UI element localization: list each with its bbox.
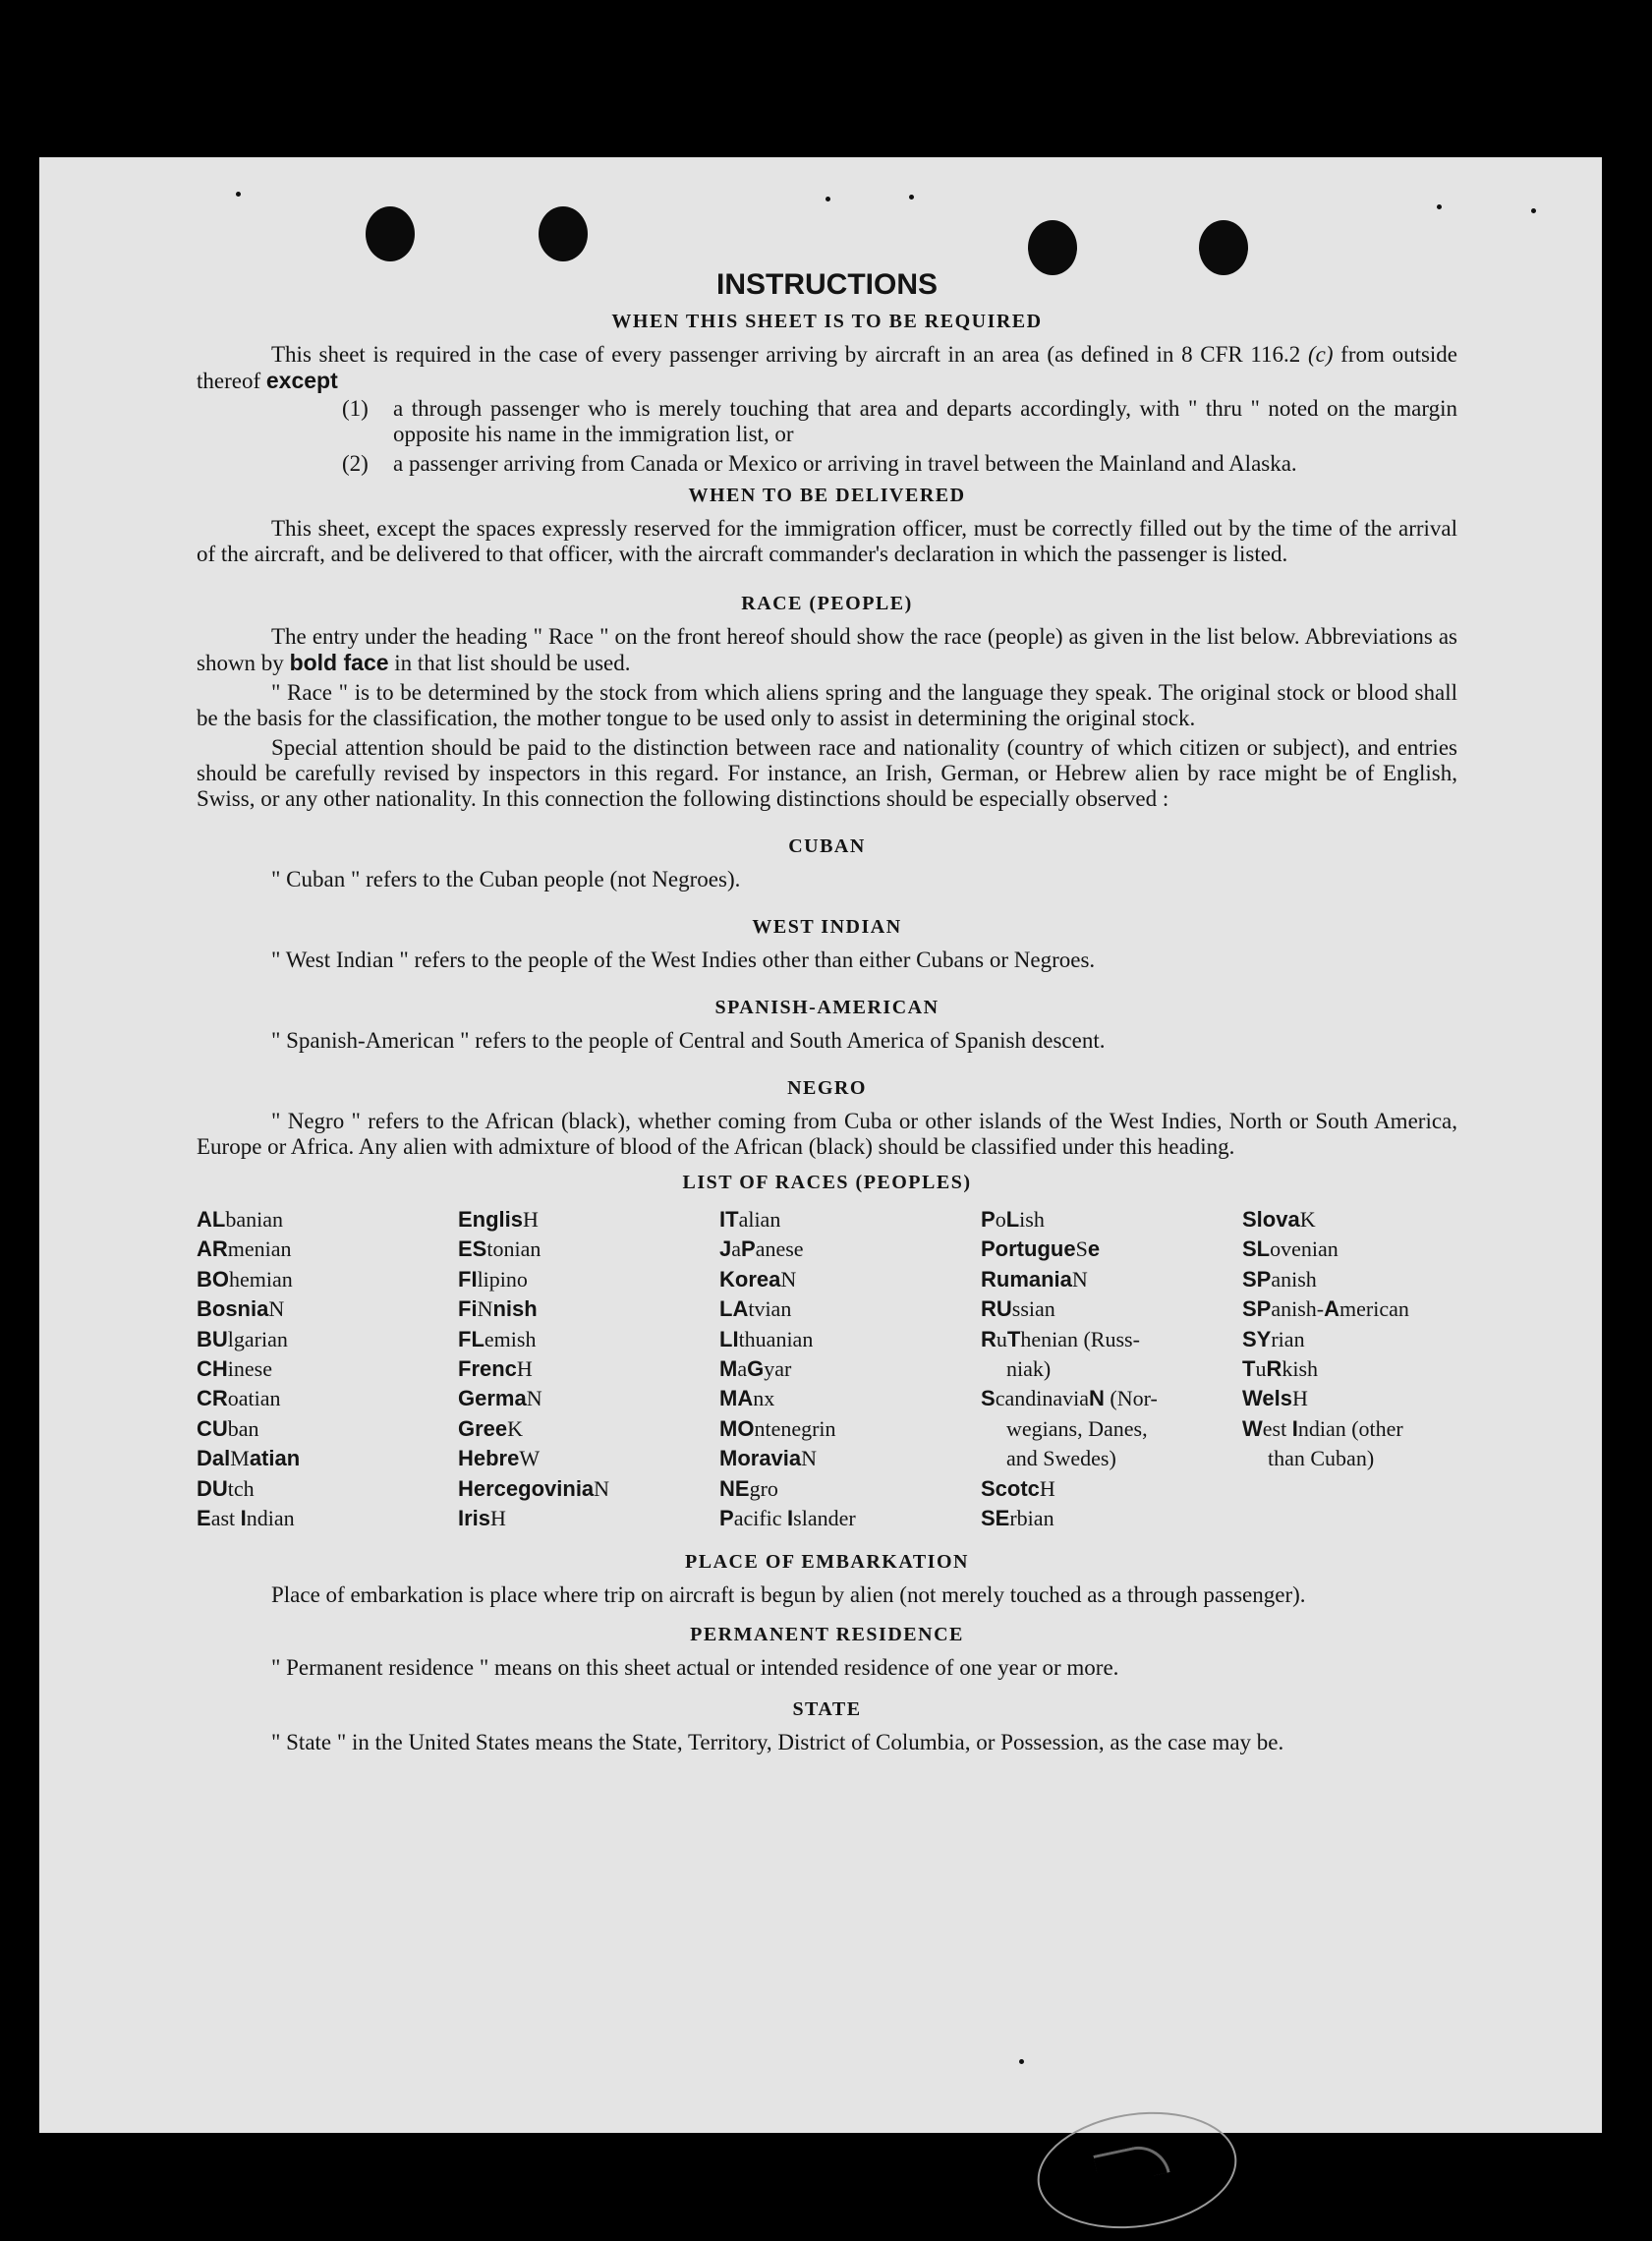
heading-west-indian: WEST INDIAN: [752, 916, 902, 938]
race-abbreviation: SE: [981, 1506, 1010, 1531]
race-entry: [981, 1474, 1242, 1504]
race-abbreviation: I: [787, 1506, 794, 1531]
race-name-part: o: [995, 1207, 1006, 1232]
race-abbreviation: E: [197, 1506, 211, 1531]
race-name-part: anish: [1271, 1266, 1317, 1292]
race-name-part: H: [490, 1506, 506, 1531]
negro-text: " Negro " refers to the African (black), whether coming from Cuba or other islands of the West Indies, North or South America, Europe or Africa. Any alien with admixture of blood of the African (black) should be classified under this heading.: [197, 1109, 1457, 1159]
race-name-part: rian: [1271, 1326, 1305, 1351]
race-name-part: N: [268, 1296, 285, 1322]
race-abbreviation: T: [1242, 1356, 1256, 1382]
race-abbreviation: Moravia: [719, 1446, 802, 1471]
required-intro-clause: (c): [1307, 342, 1334, 367]
race-column: [197, 1205, 458, 1533]
race-abbreviation: atian: [249, 1446, 301, 1471]
race-abbreviation: P: [719, 1506, 734, 1531]
race-abbreviation: Bosnia: [197, 1296, 269, 1322]
race-name-part: tonian: [486, 1236, 541, 1262]
speck: [1019, 2059, 1024, 2064]
race-paragraph-1-bold: bold face: [289, 650, 389, 675]
race-name-part: S: [1075, 1236, 1088, 1262]
race-name-part: merican: [1339, 1296, 1409, 1322]
race-abbreviation: Germa: [458, 1386, 527, 1411]
heading-list-of-races: LIST OF RACES (PEOPLES): [682, 1172, 972, 1193]
required-intro: [197, 342, 1457, 394]
speck: [909, 195, 914, 200]
race-name-part: K: [507, 1415, 524, 1441]
race-abbreviation: M: [719, 1356, 738, 1382]
heading-negro: NEGRO: [787, 1077, 867, 1099]
speck: [1531, 208, 1536, 213]
race-abbreviation: nish: [492, 1296, 538, 1322]
race-entry: [719, 1384, 981, 1413]
race-abbreviation: Frenc: [458, 1356, 517, 1382]
race-name-part: ssian: [1011, 1296, 1055, 1322]
race-entry-continuation: wegians, Danes,: [1006, 1415, 1148, 1441]
race-entry: [458, 1205, 719, 1235]
race-entry: [981, 1294, 1242, 1324]
race-entry: [981, 1205, 1242, 1235]
exception-item: [342, 396, 1457, 447]
heading-state: STATE: [792, 1698, 862, 1721]
race-entry: [1242, 1325, 1457, 1354]
race-name-part: W: [519, 1446, 541, 1471]
exception-number: (2): [342, 451, 369, 476]
race-abbreviation: IT: [719, 1207, 739, 1232]
race-entry: [197, 1444, 458, 1473]
race-abbreviation: Gree: [458, 1415, 508, 1441]
race-entry: [719, 1265, 981, 1294]
race-abbreviation: I: [1291, 1415, 1298, 1441]
race-entry: [197, 1354, 458, 1384]
race-abbreviation: NE: [719, 1475, 750, 1501]
race-name-part: inese: [227, 1356, 272, 1382]
race-abbreviation: Iris: [458, 1506, 491, 1531]
race-abbreviation: BU: [197, 1326, 228, 1351]
race-abbreviation: CU: [197, 1415, 228, 1441]
race-abbreviation: BO: [197, 1266, 229, 1292]
race-name-part: a: [731, 1236, 742, 1262]
race-name-part: kish: [1282, 1356, 1319, 1382]
race-abbreviation: Slova: [1242, 1207, 1300, 1232]
race-entry: [458, 1444, 719, 1473]
race-abbreviation: CH: [197, 1356, 228, 1382]
race-name-part: banian: [225, 1207, 283, 1232]
race-abbreviation: e: [1087, 1236, 1101, 1262]
race-name-part: alian: [738, 1207, 781, 1232]
race-abbreviation: RU: [981, 1296, 1012, 1322]
race-entry: [197, 1235, 458, 1264]
race-name-part: ast: [210, 1506, 241, 1531]
race-abbreviation: DU: [197, 1475, 228, 1501]
race-name-part: gro: [749, 1475, 778, 1501]
speck: [1437, 204, 1442, 209]
race-entry: [458, 1235, 719, 1264]
race-abbreviation: FL: [458, 1326, 484, 1351]
heading-spanish-american: SPANISH-AMERICAN: [714, 997, 940, 1018]
race-name-part: slander: [793, 1506, 856, 1531]
race-paragraph-1-text: The entry under the heading " Race " on the front hereof should show the race (people) as given in the list below. Abbreviations as shown by: [197, 624, 1457, 675]
race-name-part: menian: [227, 1236, 292, 1262]
race-name-part: H: [516, 1356, 533, 1382]
race-name-part: oatian: [227, 1386, 281, 1411]
race-name-part: nx: [753, 1386, 775, 1411]
race-abbreviation: AL: [197, 1207, 226, 1232]
required-intro-text: This sheet is required in the case of every passenger arriving by aircraft in an area (as defined in 8 CFR 116.2: [271, 342, 1308, 367]
race-entry: [458, 1354, 719, 1384]
race-entry: [458, 1384, 719, 1413]
race-entry: [458, 1265, 719, 1294]
race-column: [719, 1205, 981, 1533]
race-entry: [197, 1474, 458, 1504]
race-name-part: N: [594, 1475, 610, 1501]
race-name-part: tch: [227, 1475, 255, 1501]
race-paragraph-2: " Race " is to be determined by the stock from which aliens spring and the language they speak. The original stock or blood shall be the basis for the classification, the mother tongue to be used only to assist in determining the original stock.: [197, 680, 1457, 730]
race-name-part: ndian: [246, 1506, 295, 1531]
page-title: INSTRUCTIONS: [716, 268, 938, 301]
race-entry: [197, 1504, 458, 1533]
race-entry: [981, 1384, 1242, 1473]
residence-text: " Permanent residence " means on this sheet actual or intended residence of one year or more.: [271, 1655, 1119, 1681]
race-name-part: lipino: [477, 1266, 528, 1292]
race-abbreviation: I: [240, 1506, 247, 1531]
race-name-part: hemian: [229, 1266, 293, 1292]
race-entry-continuation: than Cuban): [1268, 1446, 1375, 1471]
race-column: [1242, 1205, 1457, 1533]
instructions-body: [197, 267, 1457, 1755]
race-name-part: N: [801, 1446, 818, 1471]
race-name-part: acific: [733, 1506, 788, 1531]
race-entry: [197, 1384, 458, 1413]
race-entry: [719, 1444, 981, 1473]
heading-cuban: CUBAN: [788, 835, 866, 857]
punch-hole: [366, 206, 415, 261]
race-entry: [197, 1294, 458, 1324]
race-name-part: N: [526, 1386, 542, 1411]
race-name-part: N: [1071, 1266, 1088, 1292]
race-entry: [981, 1504, 1242, 1533]
race-abbreviation: AR: [197, 1236, 228, 1262]
heading-when-required: WHEN THIS SHEET IS TO BE REQUIRED: [611, 311, 1043, 332]
race-abbreviation: CR: [197, 1386, 228, 1411]
race-abbreviation: Korea: [719, 1266, 781, 1292]
race-name-part: ntenegrin: [754, 1415, 836, 1441]
race-abbreviation: Dal: [197, 1446, 231, 1471]
race-abbreviation: L: [1005, 1207, 1020, 1232]
race-name-part: candinavia: [995, 1386, 1089, 1411]
race-abbreviation: J: [719, 1236, 732, 1262]
race-abbreviation: T: [1006, 1326, 1021, 1351]
race-paragraph-3: Special attention should be paid to the distinction between race and nationality (country of which citizen or subject), and entries should be carefully revised by inspectors in this regard. For instance, an Irish, German, or Hebrew alien by race might be of English, Swiss, or any other nationality. In this connection the following distinctions should be especially observed :: [197, 735, 1457, 811]
race-abbreviation: Englis: [458, 1207, 524, 1232]
race-name-part: ish: [1019, 1207, 1045, 1232]
race-entry: [1242, 1294, 1457, 1324]
race-abbreviation: MO: [719, 1415, 755, 1441]
race-name-part: H: [523, 1207, 539, 1232]
heading-permanent-residence: PERMANENT RESIDENCE: [690, 1624, 964, 1646]
race-abbreviation: SP: [1242, 1266, 1272, 1292]
race-abbreviation: Rumania: [981, 1266, 1072, 1292]
race-entry: [719, 1235, 981, 1264]
race-name-part: lgarian: [227, 1326, 288, 1351]
race-abbreviation: LA: [719, 1296, 749, 1322]
race-abbreviation: G: [747, 1356, 765, 1382]
race-name-part: H: [1039, 1475, 1055, 1501]
race-abbreviation: A: [1324, 1296, 1340, 1322]
race-entry: [1242, 1235, 1457, 1264]
race-name-part: rbian: [1009, 1506, 1054, 1531]
race-entry: [1242, 1414, 1457, 1474]
race-name-part: emish: [484, 1326, 537, 1351]
race-name-part: anese: [755, 1236, 804, 1262]
race-entry: [458, 1325, 719, 1354]
race-name-part: est: [1262, 1415, 1292, 1441]
race-list: [197, 1205, 1457, 1533]
race-name-part: thuanian: [738, 1326, 814, 1351]
race-abbreviation: Wels: [1242, 1386, 1292, 1411]
race-entry: [1242, 1265, 1457, 1294]
exception-item: [342, 451, 1457, 477]
delivered-text: This sheet, except the spaces expressly reserved for the immigration officer, must be correctly filled out by the time of the arrival of the aircraft, and be delivered to that officer, with the aircraft commander's declaration in which the passenger is listed.: [197, 516, 1457, 566]
race-paragraph-1: [197, 624, 1457, 676]
race-entry: [981, 1325, 1242, 1385]
speck: [236, 192, 241, 197]
race-entry: [719, 1354, 981, 1384]
race-entry: [197, 1265, 458, 1294]
embarkation-text: Place of embarkation is place where trip on aircraft is begun by alien (not merely touched as a through passenger).: [271, 1582, 1306, 1608]
speck: [826, 197, 830, 201]
race-abbreviation: FI: [458, 1266, 478, 1292]
race-entry: [981, 1235, 1242, 1264]
race-name-part: M: [230, 1446, 250, 1471]
document-page: [39, 157, 1602, 2133]
race-name-part: N: [780, 1266, 797, 1292]
race-abbreviation: R: [981, 1326, 997, 1351]
heading-race: RACE (PEOPLE): [741, 593, 913, 614]
race-name-part: u: [1255, 1356, 1267, 1382]
race-name-part: ban: [227, 1415, 259, 1441]
required-intro-text-2: from outside thereof: [197, 342, 1458, 393]
race-abbreviation: Fi: [458, 1296, 478, 1322]
state-text: " State " in the United States means the State, Territory, District of Columbia, or Possession, as the case may be.: [271, 1730, 1284, 1755]
race-abbreviation: Portugue: [981, 1236, 1076, 1262]
race-entry: [197, 1414, 458, 1444]
race-entry: [458, 1504, 719, 1533]
race-entry: [719, 1294, 981, 1324]
race-entry: [719, 1504, 981, 1533]
race-entry: [458, 1474, 719, 1504]
race-abbreviation: N: [1088, 1386, 1105, 1411]
race-entry: [1242, 1354, 1457, 1384]
west-indian-text: " West Indian " refers to the people of the West Indies other than either Cubans or Negroes.: [271, 948, 1096, 972]
race-entry: [197, 1205, 458, 1235]
cuban-text: " Cuban " refers to the Cuban people (not Negroes).: [271, 867, 741, 891]
race-entry: [719, 1414, 981, 1444]
race-name-part: yar: [764, 1356, 792, 1382]
race-name-part: tvian: [748, 1296, 792, 1322]
race-column: [458, 1205, 719, 1533]
race-name-part: ndian (other: [1297, 1415, 1403, 1441]
required-intro-except: except: [265, 368, 338, 393]
heading-when-delivered: WHEN TO BE DELIVERED: [688, 485, 966, 506]
race-entry: [1242, 1384, 1457, 1413]
race-entry: [719, 1474, 981, 1504]
race-abbreviation: Hercegovinia: [458, 1475, 595, 1501]
race-abbreviation: LI: [719, 1326, 739, 1351]
race-entry-continuation: niak): [1006, 1356, 1052, 1382]
heading-embarkation: PLACE OF EMBARKATION: [685, 1551, 969, 1574]
race-abbreviation: P: [741, 1236, 756, 1262]
exception-number: (1): [342, 396, 369, 421]
race-name-part: u: [996, 1326, 1007, 1351]
race-abbreviation: MA: [719, 1386, 754, 1411]
spanish-american-text: " Spanish-American " refers to the people of Central and South America of Spanish descent.: [271, 1028, 1106, 1053]
race-name-part: anish-: [1271, 1296, 1325, 1322]
race-abbreviation: SP: [1242, 1296, 1272, 1322]
race-abbreviation: Hebre: [458, 1446, 520, 1471]
race-paragraph-1-text-2: in that list should be used.: [388, 651, 631, 675]
race-name-part: ovenian: [1270, 1236, 1339, 1262]
race-abbreviation: ES: [458, 1236, 487, 1262]
exception-text: a passenger arriving from Canada or Mexico or arriving in travel between the Mainland and Alaska.: [393, 451, 1297, 476]
exception-text: a through passenger who is merely touching that area and departs accordingly, with " thru " noted on the margin opposite his name in the immigration list, or: [393, 396, 1457, 446]
race-abbreviation: SY: [1242, 1326, 1272, 1351]
race-column: [981, 1205, 1242, 1533]
race-abbreviation: SL: [1242, 1236, 1271, 1262]
race-entry: [719, 1325, 981, 1354]
exception-list: [197, 396, 1457, 477]
race-entry: [197, 1325, 458, 1354]
race-abbreviation: R: [1266, 1356, 1282, 1382]
race-abbreviation: W: [1242, 1415, 1263, 1441]
race-name-part: K: [1299, 1207, 1316, 1232]
race-entry: [981, 1265, 1242, 1294]
race-abbreviation: S: [981, 1386, 996, 1411]
race-entry: [458, 1414, 719, 1444]
race-abbreviation: Scotc: [981, 1475, 1040, 1501]
race-entry: [458, 1294, 719, 1324]
race-abbreviation: P: [981, 1207, 996, 1232]
race-entry: [1242, 1205, 1457, 1235]
race-name-part: (Nor-: [1104, 1386, 1158, 1411]
race-entry: [719, 1205, 981, 1235]
race-name-part: a: [737, 1356, 748, 1382]
race-entry-continuation: and Swedes): [1006, 1446, 1116, 1471]
race-name-part: henian (Russ-: [1020, 1326, 1140, 1351]
punch-hole: [539, 206, 588, 261]
race-name-part: N: [477, 1296, 493, 1322]
race-name-part: H: [1291, 1386, 1308, 1411]
